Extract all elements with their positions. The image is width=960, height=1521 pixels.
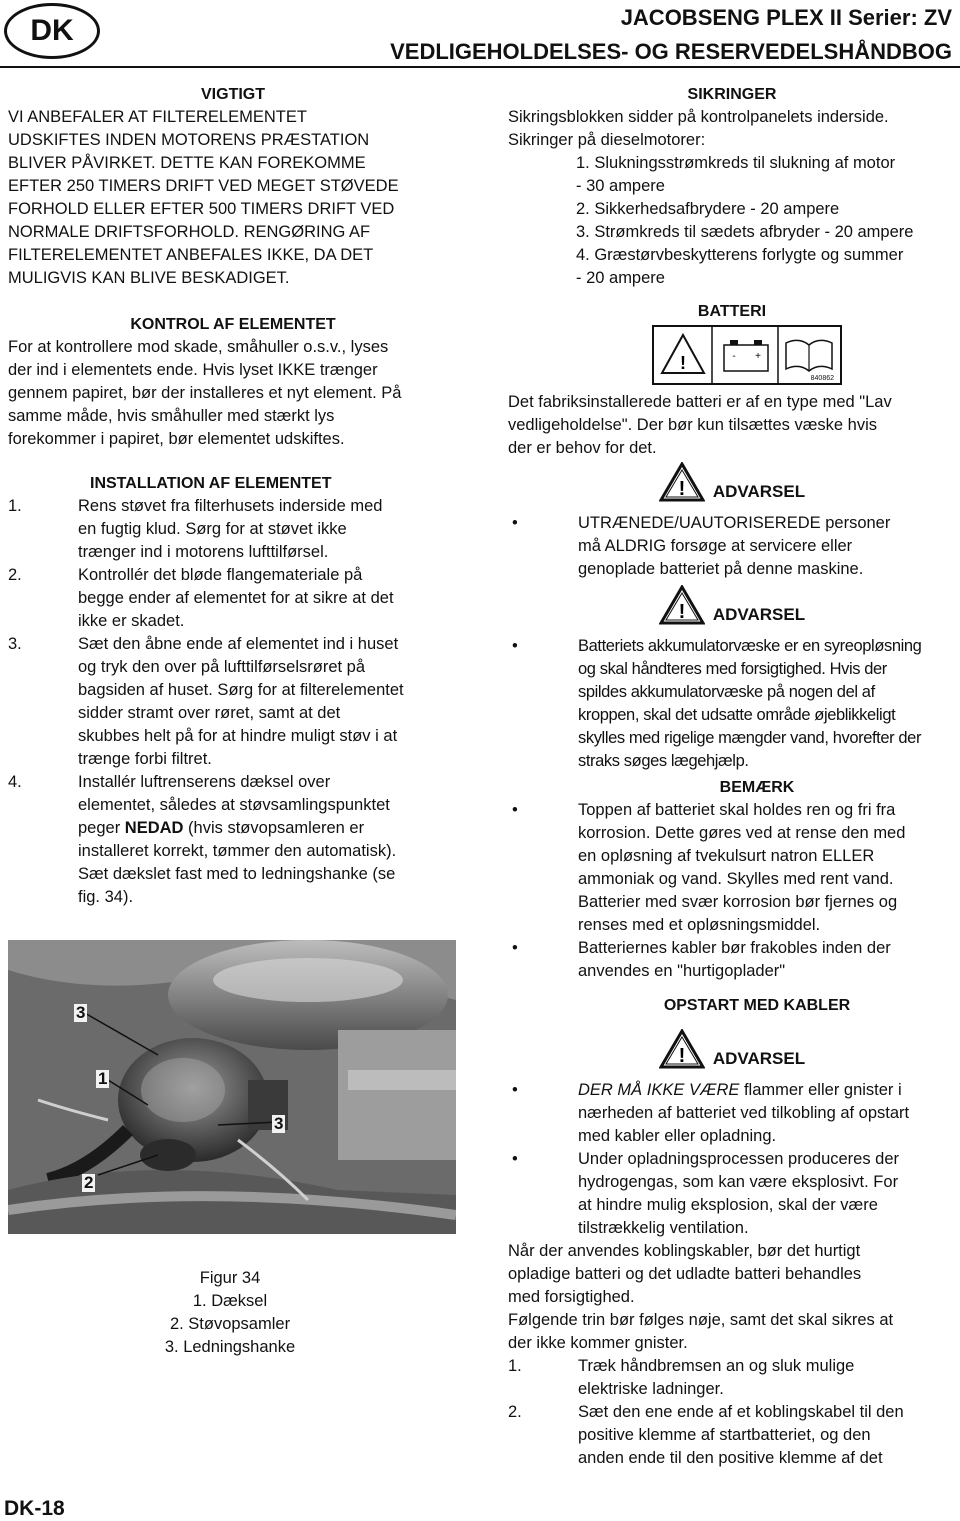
important-line: EFTER 250 TIMERS DRIFT VED MEGET STØVEDE xyxy=(8,177,399,195)
fuses-intro: Sikringer på dieselmotorer: xyxy=(508,131,706,149)
step-line: bagsiden af huset. Sørg for at filterelementet xyxy=(78,681,404,699)
step-line: Installér luftrenserens dæksel over xyxy=(78,773,331,791)
install-step-2 xyxy=(8,564,458,633)
emphasis-down: NEDAD xyxy=(124,819,184,837)
caption-title: Figur 34 xyxy=(199,1269,261,1287)
important-section xyxy=(8,83,458,290)
manual-subtitle: VEDLIGEHOLDELSES- OG RESERVEDELSHÅNDBOG xyxy=(390,39,952,64)
warning-line: og skal håndteres med forsigtighed. Hvis der xyxy=(578,660,887,678)
svg-text:!: ! xyxy=(678,601,686,623)
step-number: 1. xyxy=(508,1357,522,1375)
warning-line: Batteriets akkumulatorvæske er en syreopløsning xyxy=(578,637,922,655)
jumpstart-para: Når der anvendes koblingskabler, bør det hurtigt xyxy=(508,1242,861,1260)
warning-header xyxy=(508,462,956,502)
svg-text:!: ! xyxy=(680,353,686,373)
note-line: korrosion. Dette gøres ved at rense den med xyxy=(578,824,906,842)
svg-text:-: - xyxy=(732,351,736,362)
svg-text:+: + xyxy=(755,351,761,362)
fuses-heading: SIKRINGER xyxy=(687,86,777,103)
battery-warning-decal xyxy=(652,325,842,385)
warning-line: skylles med rigelige mængder vand, hvorefter der xyxy=(578,729,922,747)
jumpstart-para: opladige batteri og det udladte batteri behandles xyxy=(508,1265,862,1283)
language-badge-text: DK xyxy=(30,14,74,47)
step-text: (hvis støvopsamleren er xyxy=(183,819,365,837)
fuse-item: 2. Sikkerhedsafbrydere - 20 ampere xyxy=(576,200,840,218)
fuses-intro: Sikringsblokken sidder på kontrolpanelets inderside. xyxy=(508,108,889,126)
battery-line: Det fabriksinstallerede batteri er af en type med "Lav xyxy=(508,393,892,411)
bullet: • xyxy=(512,801,518,819)
figure-caption xyxy=(120,1267,340,1359)
warning-header xyxy=(508,585,956,625)
note-line: Batteriernes kabler bør frakobles inden der xyxy=(578,939,891,957)
fuse-item: - 30 ampere xyxy=(576,177,665,195)
inspect-line: samme måde, hvis småhuller med stærkt lys xyxy=(8,407,335,425)
warning-label: ADVARSEL xyxy=(712,605,806,624)
warning-label: ADVARSEL xyxy=(712,482,806,501)
inspect-line: For at kontrollere mod skade, småhuller o.s.v., lyses xyxy=(8,338,389,356)
callout-3-right: 3 xyxy=(274,1114,284,1133)
warning-header xyxy=(508,1029,956,1069)
install-step-4 xyxy=(8,771,458,909)
photo-illustration xyxy=(8,940,456,1234)
step-line: trænger ind i motorens lufttilførsel. xyxy=(78,543,329,561)
step-line: anden ende til den positive klemme af det xyxy=(578,1449,883,1467)
jumpstart-para: der ikke kommer gnister. xyxy=(508,1334,688,1352)
bullet: • xyxy=(512,637,518,655)
jumpstart-line: hydrogengas, som kan være eksplosivt. For xyxy=(578,1173,899,1191)
step-line: installeret korrekt, tømmer den automatisk). xyxy=(78,842,397,860)
battery-text xyxy=(508,391,956,460)
air-cleaner-photo xyxy=(8,940,456,1234)
fuse-item: 3. Strømkreds til sædets afbryder - 20 ampere xyxy=(576,223,914,241)
language-badge xyxy=(4,3,100,59)
step-line: positive klemme af startbatteriet, og den xyxy=(578,1426,871,1444)
caption-item: 2. Støvopsamler xyxy=(169,1315,291,1333)
step-line: Sæt den åbne ende af elementet ind i huset xyxy=(78,635,399,653)
bullet: • xyxy=(512,514,518,532)
bullet: • xyxy=(512,939,518,957)
step-line xyxy=(8,817,458,840)
warning-triangle-icon xyxy=(659,1029,705,1069)
jumpstart-line: nærheden af batteriet ved tilkobling af opstart xyxy=(578,1104,910,1122)
note-line: ammoniak og vand. Skylles med rent vand. xyxy=(578,870,894,888)
step-text: peger xyxy=(78,819,125,837)
battery-heading: BATTERI xyxy=(697,303,767,320)
step-line: skubbes helt på for at hindre muligt støv i at xyxy=(78,727,398,745)
install-heading: INSTALLATION AF ELEMENTET xyxy=(90,475,332,492)
jumpstart-line: at hindre mulig eksplosion, skal der være xyxy=(578,1196,878,1214)
warning-block-1 xyxy=(508,462,956,581)
important-line: FORHOLD ELLER EFTER 500 TIMERS DRIFT VED xyxy=(8,200,395,218)
warning-triangle-icon xyxy=(659,462,705,502)
jumpstart-para: Følgende trin bør følges nøje, samt det skal sikres at xyxy=(508,1311,894,1329)
inspect-section xyxy=(8,313,458,451)
jumpstart-line xyxy=(578,1079,902,1102)
step-number: 3. xyxy=(8,635,22,653)
battery-line: vedligeholdelse". Der bør kun tilsættes væske hvis xyxy=(508,416,878,434)
header-divider xyxy=(0,66,960,68)
caption-item: 3. Ledningshanke xyxy=(164,1338,296,1356)
step-number: 1. xyxy=(8,497,22,515)
step-number: 2. xyxy=(8,566,22,584)
step-line: Kontrollér det bløde flangemateriale på xyxy=(78,566,363,584)
callout-1: 1 xyxy=(98,1069,108,1088)
important-heading: VIGTIGT xyxy=(201,86,265,103)
warning-line: genoplade batteriet på denne maskine. xyxy=(578,560,864,578)
battery-heading-wrap xyxy=(508,300,956,323)
note-line: Toppen af batteriet skal holdes ren og fri fra xyxy=(578,801,896,819)
note-line: en opløsning af tvekulsurt natron ELLER xyxy=(578,847,875,865)
install-step-1 xyxy=(8,495,458,564)
jumpstart-text: flammer eller gnister i xyxy=(739,1081,902,1099)
important-line: NORMALE DRIFTSFORHOLD. RENGØRING AF xyxy=(8,223,371,241)
manual-title: JACOBSENG PLEX II Serier: ZV xyxy=(620,5,952,30)
inspect-line: der ind i elementets ende. Hvis lyset IKKE trænger xyxy=(8,361,378,379)
warning-line: må ALDRIG forsøge at servicere eller xyxy=(578,537,853,555)
step-line: Sæt dækslet fast med to ledningshanke (se xyxy=(78,865,396,883)
important-line: MULIGVIS KAN BLIVE BESKADIGET. xyxy=(8,269,290,287)
note-line: anvendes en "hurtigoplader" xyxy=(578,962,786,980)
important-line: FILTERELEMENTET ANBEFALES IKKE, DA DET xyxy=(8,246,374,264)
step-number: 4. xyxy=(8,773,22,791)
step-line: ikke er skadet. xyxy=(78,612,185,630)
warning-line: kroppen, skal det udsatte område øjeblikkeligt xyxy=(578,706,896,724)
page-number: DK-18 xyxy=(4,1497,65,1520)
inspect-heading: KONTROL AF ELEMENTET xyxy=(130,316,336,333)
step-line: begge ender af elementet for at sikre at det xyxy=(78,589,394,607)
bullet: • xyxy=(512,1150,518,1168)
step-number: 2. xyxy=(508,1403,522,1421)
fuse-item: 1. Slukningsstrømkreds til slukning af motor xyxy=(576,154,896,172)
callout-3-top: 3 xyxy=(76,1003,86,1022)
install-section xyxy=(8,472,458,909)
note-line: Batterier med svær korrosion bør fjernes og xyxy=(578,893,898,911)
bullet: • xyxy=(512,1081,518,1099)
fuse-item: - 20 ampere xyxy=(576,269,665,287)
jumpstart-line: Under opladningsprocessen produceres der xyxy=(578,1150,900,1168)
caption-item: 1. Dæksel xyxy=(192,1292,268,1310)
note-block xyxy=(508,776,956,983)
italic-emphasis: DER MÅ IKKE VÆRE xyxy=(578,1081,740,1099)
decal-code: 840862 xyxy=(810,375,834,382)
inspect-line: forekommer i papiret, bør elementet udskiftes. xyxy=(8,430,345,448)
warning-triangle-icon xyxy=(659,585,705,625)
battery-line: der er behov for det. xyxy=(508,439,657,457)
inspect-line: gennem papiret, bør der installeres et nyt element. På xyxy=(8,384,402,402)
important-line: UDSKIFTES INDEN MOTORENS PRÆSTATION xyxy=(8,131,370,149)
step-line: Sæt den ene ende af et koblingskabel til den xyxy=(578,1403,904,1421)
note-line: renses med et opløsningsmiddel. xyxy=(578,916,821,934)
warning-block-2 xyxy=(508,585,956,773)
svg-text:!: ! xyxy=(678,478,686,500)
jumpstart-para: med forsigtighed. xyxy=(508,1288,635,1306)
step-line: fig. 34). xyxy=(78,888,134,906)
jumpstart-line: med kabler eller opladning. xyxy=(578,1127,777,1145)
step-line: sidder stramt over røret, samt at det xyxy=(78,704,341,722)
important-line: VI ANBEFALER AT FILTERELEMENTET xyxy=(8,108,307,126)
step-line: elementet, således at støvsamlingspunktet xyxy=(78,796,390,814)
jumpstart-section xyxy=(508,994,956,1470)
fuses-section xyxy=(508,83,956,290)
svg-text:!: ! xyxy=(678,1045,686,1067)
callout-2: 2 xyxy=(84,1173,94,1192)
step-line: trænge forbi filtret. xyxy=(78,750,212,768)
step-line: en fugtig klud. Sørg for at støvet ikke xyxy=(78,520,347,538)
step-line: Træk håndbremsen an og sluk mulige xyxy=(578,1357,855,1375)
note-heading: BEMÆRK xyxy=(719,779,795,796)
warning-line: UTRÆNEDE/UAUTORISEREDE personer xyxy=(578,514,891,532)
step-line: Rens støvet fra filterhusets inderside med xyxy=(78,497,383,515)
step-line: og tryk den over på lufttilførselsrøret på xyxy=(78,658,366,676)
step-line: elektriske ladninger. xyxy=(578,1380,724,1398)
warning-line: straks søges lægehjælp. xyxy=(578,752,749,770)
warning-line: spildes akkumulatorvæske på nogen del af xyxy=(578,683,875,701)
jumpstart-heading: OPSTART MED KABLER xyxy=(663,997,851,1014)
fuse-item: 4. Græstørvbeskytterens forlygte og summer xyxy=(576,246,904,264)
install-step-3 xyxy=(8,633,458,771)
warning-label: ADVARSEL xyxy=(712,1049,806,1068)
jumpstart-line: tilstrækkelig ventilation. xyxy=(578,1219,749,1237)
important-line: BLIVER PÅVIRKET. DETTE KAN FOREKOMME xyxy=(8,154,366,172)
